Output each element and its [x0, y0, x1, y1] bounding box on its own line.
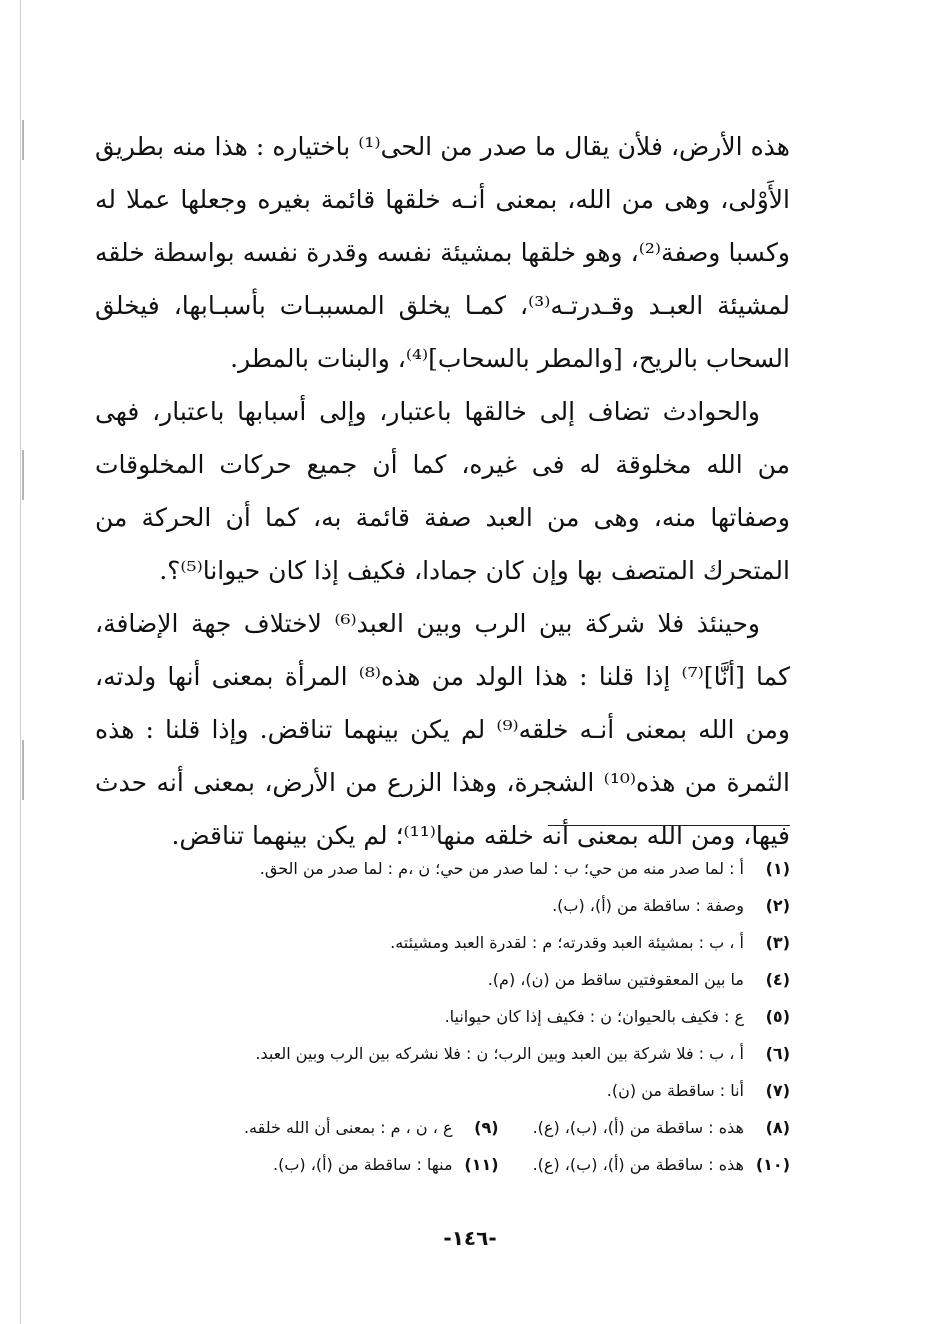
footnote	[110, 998, 790, 1035]
footnote-number: (٩)	[474, 1118, 499, 1137]
scan-edge-mark	[22, 450, 24, 500]
footnote-number: (٥)	[765, 1007, 790, 1026]
paragraph-3: وحينئذ فلا شركة بين الرب وبين العبد⁽⁶⁾ لاختلاف جهة الإضافة، كما [أنَّا]⁽⁷⁾ إذا قلنا : هذا الولد من هذه⁽⁸⁾ المرأة بمعنى أنها ولدته، ومن الله بمعنى أنـه خلقه⁽⁹⁾ لم يكن بينهما تناقض. وإذا قلنا : هذه الثمرة من هذه⁽¹⁰⁾ الشجرة، وهذا الزرع من الأرض، بمعنى أنه حدث فيها، ومن الله بمعنى أنه خلقه منها⁽¹¹⁾؛ لم يكن بينهما تناقض.	[95, 609, 790, 850]
footnote-text: هذه : ساقطة من (أ)، (ب)، (ع).	[532, 1118, 744, 1137]
footnote-number: (٨)	[765, 1118, 790, 1137]
footnote-separator	[548, 825, 790, 826]
footnote-text: وصفة : ساقطة من (أ)، (ب).	[552, 896, 744, 915]
paragraph-1: هذه الأرض، فلأن يقال ما صدر من الحى⁽¹⁾ باختياره : هذا منه بطريق الأَوْلى، وهى من الله، بمعنى أنـه خلقها قائمة بغيره وجعلها عملا له وكسبا وصفة⁽²⁾، وهو خلقها بمشيئة نفسه وقدرة نفسه بواسطة خلقه لمشيئة العبـد وقـدرتـه⁽³⁾، كمـا يخلق المسببـات بأسبـابها، فيخلق السحاب بالريح، [والمطر بالسحاب]⁽⁴⁾، والبنات بالمطر.	[95, 132, 790, 373]
footnote-text: أ : لما صدر منه من حي؛ ب : لما صدر من حي؛ ن ،م : لما صدر من الحق.	[259, 859, 744, 878]
footnote	[110, 1109, 790, 1146]
scan-edge-mark	[22, 120, 24, 160]
footnote-number: (١٠)	[755, 1155, 790, 1174]
footnote	[110, 1035, 790, 1072]
footnote-text: هذه : ساقطة من (أ)، (ب)، (ع).	[532, 1155, 744, 1174]
scan-edge-line	[20, 0, 21, 1324]
footnote-text: منها : ساقطة من (أ)، (ب).	[272, 1155, 453, 1174]
scan-edge-mark	[22, 740, 24, 800]
footnote-number: (٦)	[765, 1044, 790, 1063]
footnote-text: أ ، ب : فلا شركة بين العبد وبين الرب؛ ن : فلا نشركه بين الرب وبين العبد.	[255, 1044, 744, 1063]
footnote-text: أنا : ساقطة من (ن).	[606, 1081, 744, 1100]
footnote	[110, 887, 790, 924]
footnotes	[110, 850, 790, 1183]
footnote-number: (١)	[765, 859, 790, 878]
footnote-number: (٣)	[765, 933, 790, 952]
footnote	[110, 961, 790, 998]
footnote	[110, 924, 790, 961]
footnote-number: (١١)	[464, 1155, 499, 1174]
footnote	[110, 1146, 790, 1183]
footnote-text: ع : فكيف بالحيوان؛ ن : فكيف إذا كان حيوانيا.	[444, 1007, 744, 1026]
main-text	[95, 120, 790, 862]
footnote	[110, 1072, 790, 1109]
footnote-number: (٤)	[765, 970, 790, 989]
footnote-number: (٢)	[765, 896, 790, 915]
footnote-number: (٧)	[765, 1081, 790, 1100]
footnote-text: أ ، ب : بمشيئة العبد وقدرته؛ م : لقدرة العبد ومشيئته.	[390, 933, 744, 952]
paragraph-2: والحوادث تضاف إلى خالقها باعتبار، وإلى أسبابها باعتبار، فهى من الله مخلوقة له فى غيره، كما أن جميع حركات المخلوقات وصفاتها منه، وهى من العبد صفة قائمة به، كما أن الحركة من المتحرك المتصف بها وإن كان جمادا، فكيف إذا كان حيوانا⁽⁵⁾؟.	[95, 397, 790, 585]
footnote-text: ع ، ن ، م : بمعنى أن الله خلقه.	[243, 1118, 453, 1137]
footnote-text: ما بين المعقوفتين ساقط من (ن)، (م).	[487, 970, 744, 989]
footnote	[110, 850, 790, 887]
page-number: -١٤٦-	[443, 1226, 497, 1250]
